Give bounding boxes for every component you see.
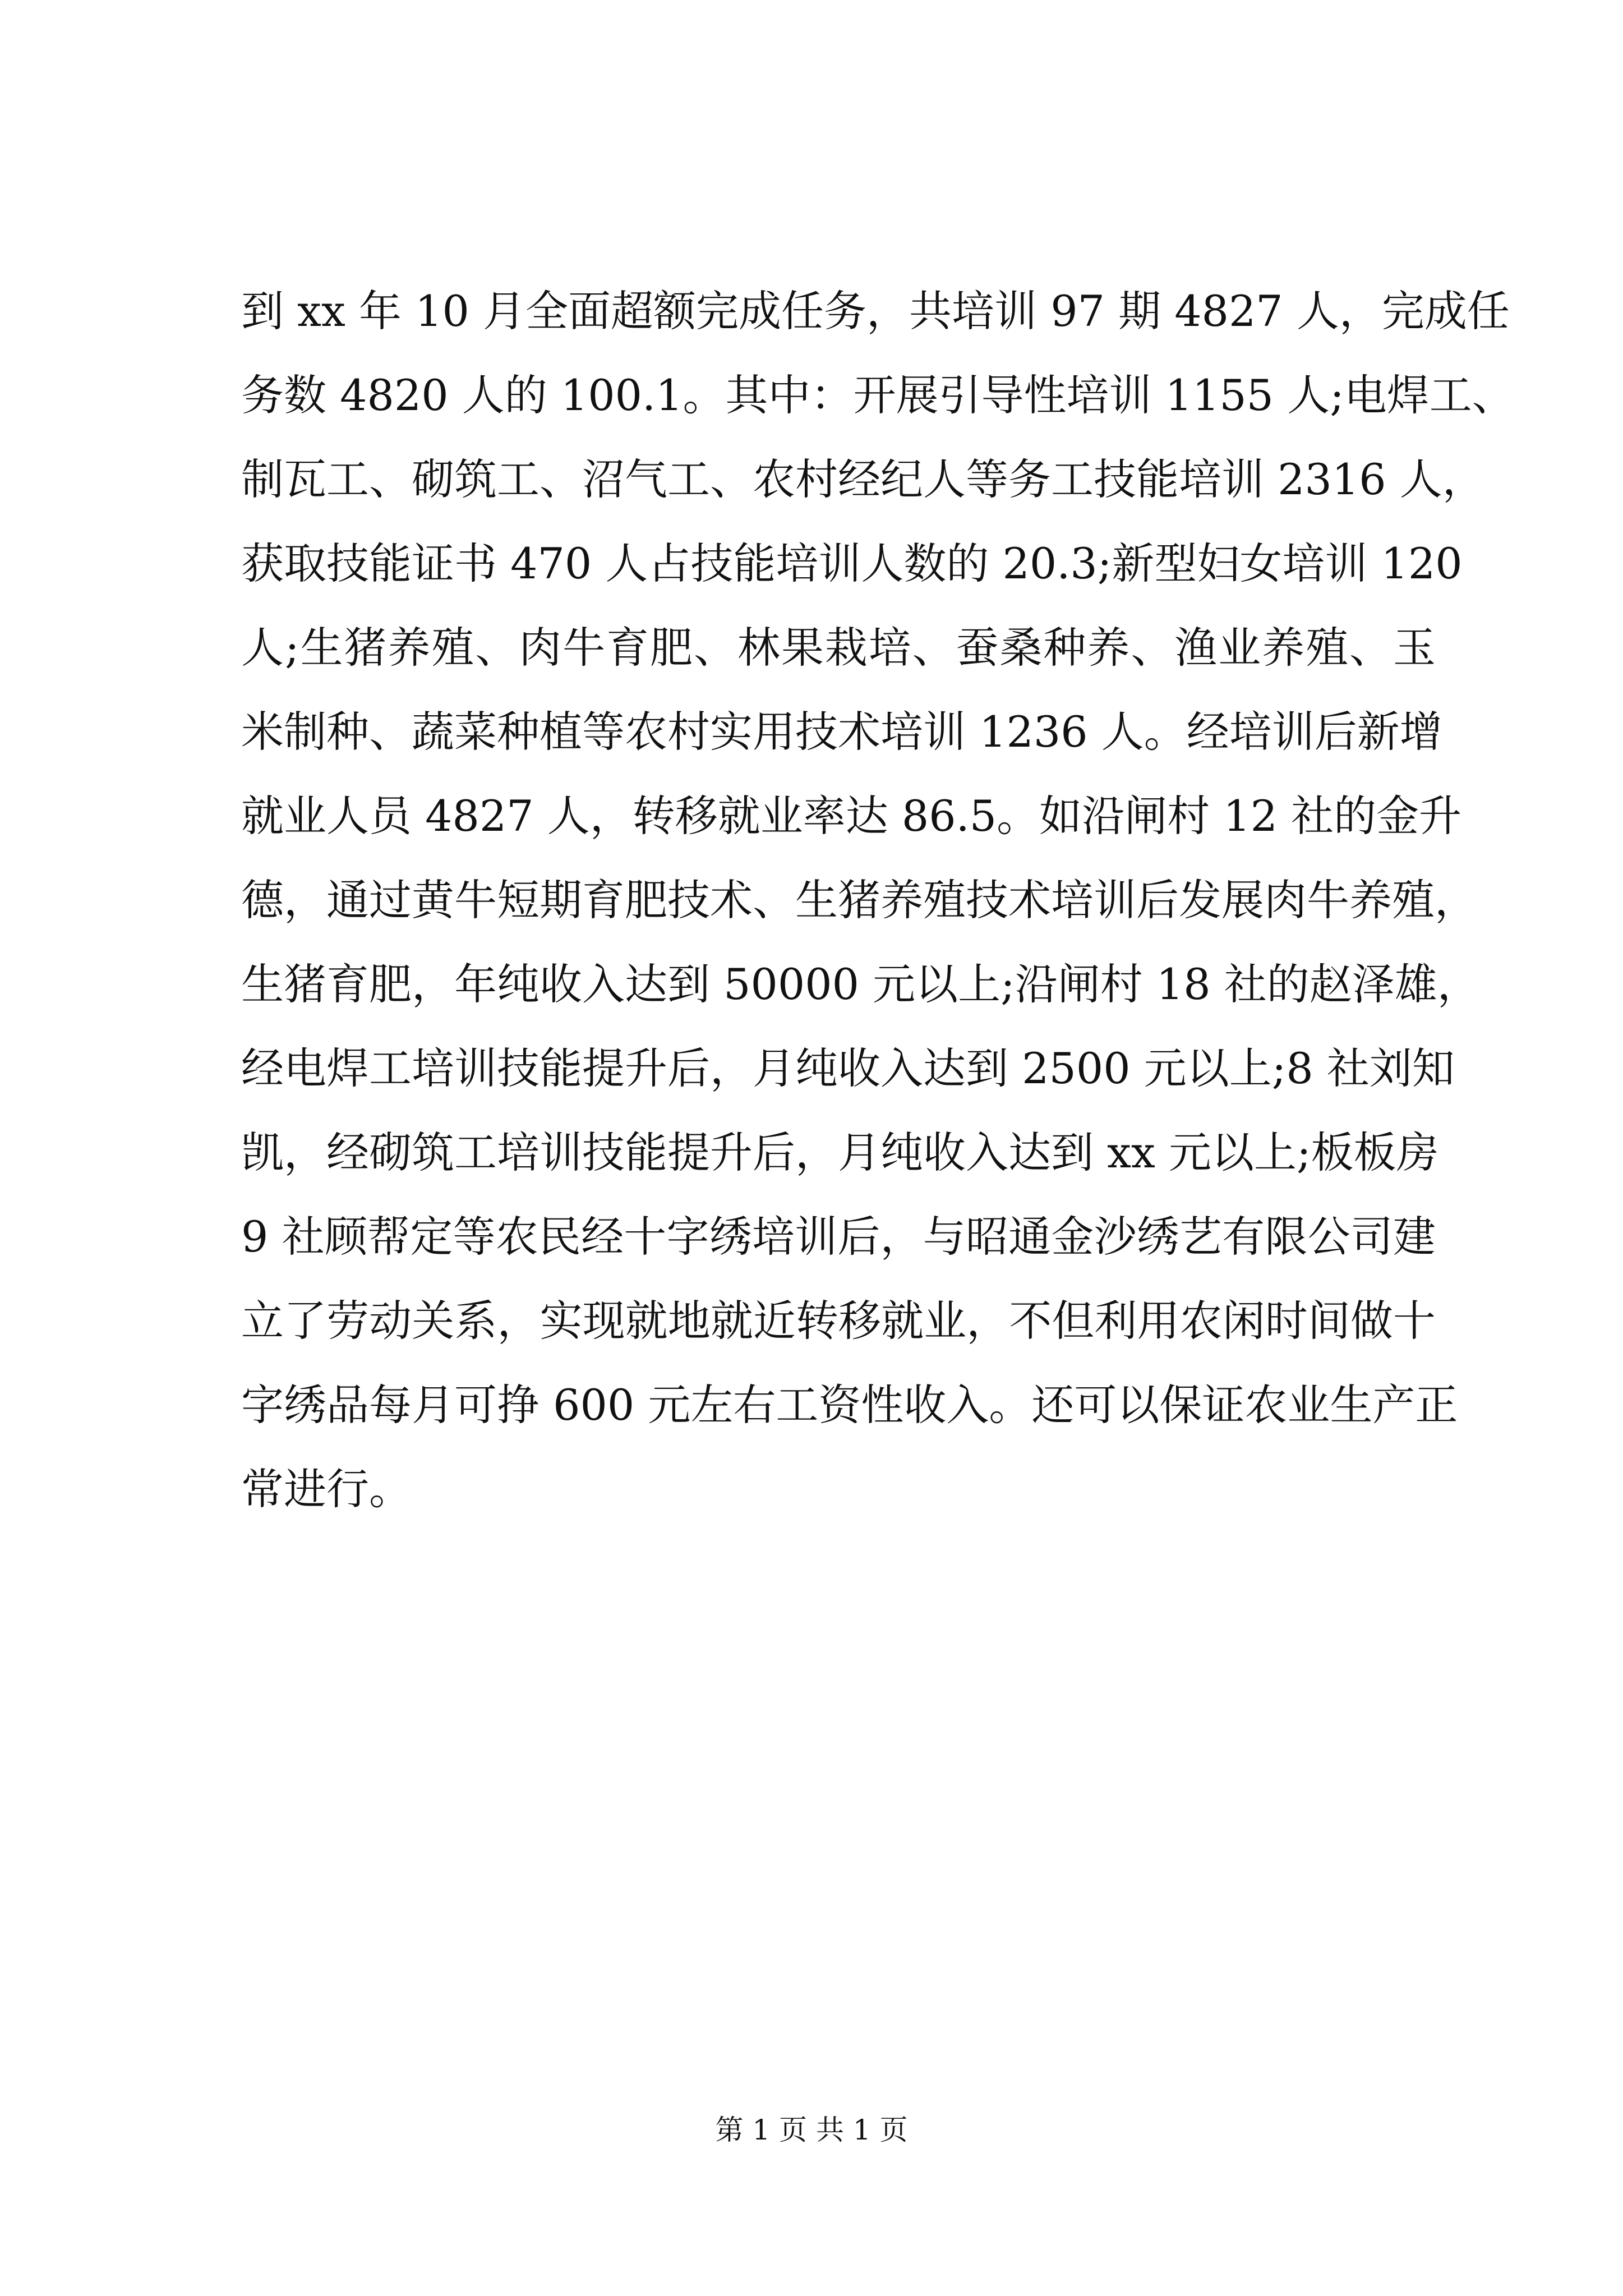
- paragraph-line: 务数 4820 人的 100.1。其中：开展引导性培训 1155 人;电焊工、: [241, 370, 1515, 420]
- paragraph-line: 经电焊工培训技能提升后，月纯收入达到 2500 元以上;8 社刘知: [241, 1043, 1455, 1093]
- paragraph-line: 人;生猪养殖、肉牛育肥、林果栽培、蚕桑种养、渔业养殖、玉: [241, 623, 1436, 673]
- paragraph-line: 字绣品每月可挣 600 元左右工资性收入。还可以保证农业生产正: [241, 1380, 1458, 1430]
- paragraph-line: 生猪育肥，年纯收入达到 50000 元以上;沿闸村 18 社的赵泽雄，: [241, 959, 1480, 1009]
- paragraph-line: 立了劳动关系，实现就地就近转移就业，不但利用农闲时间做十: [241, 1296, 1436, 1346]
- paragraph-line: 9 社顾帮定等农民经十字绣培训后，与昭通金沙绣艺有限公司建: [241, 1212, 1436, 1262]
- paragraph-line: 常进行。: [241, 1464, 412, 1514]
- paragraph-line: 德，通过黄牛短期育肥技术、生猪养殖技术培训后发展肉牛养殖，: [241, 875, 1477, 925]
- paragraph-line: 凯，经砌筑工培训技能提升后，月纯收入达到 xx 元以上;板板房: [241, 1128, 1439, 1177]
- page-number-footer: 第 1 页 共 1 页: [715, 2114, 908, 2146]
- paragraph-line: 就业人员 4827 人，转移就业率达 86.5。如沿闸村 12 社的金升: [241, 791, 1462, 841]
- paragraph-line: 制瓦工、砌筑工、沼气工、农村经纪人等务工技能培训 2316 人，: [241, 454, 1485, 504]
- body-paragraph: [241, 269, 1515, 1531]
- paragraph-line: 到 xx 年 10 月全面超额完成任务，共培训 97 期 4827 人，完成任: [241, 286, 1510, 336]
- paragraph-line: 获取技能证书 470 人占技能培训人数的 20.3;新型妇女培训 120: [241, 539, 1463, 588]
- paragraph-line: 米制种、蔬菜种植等农村实用技术培训 1236 人。经培训后新增: [241, 707, 1442, 757]
